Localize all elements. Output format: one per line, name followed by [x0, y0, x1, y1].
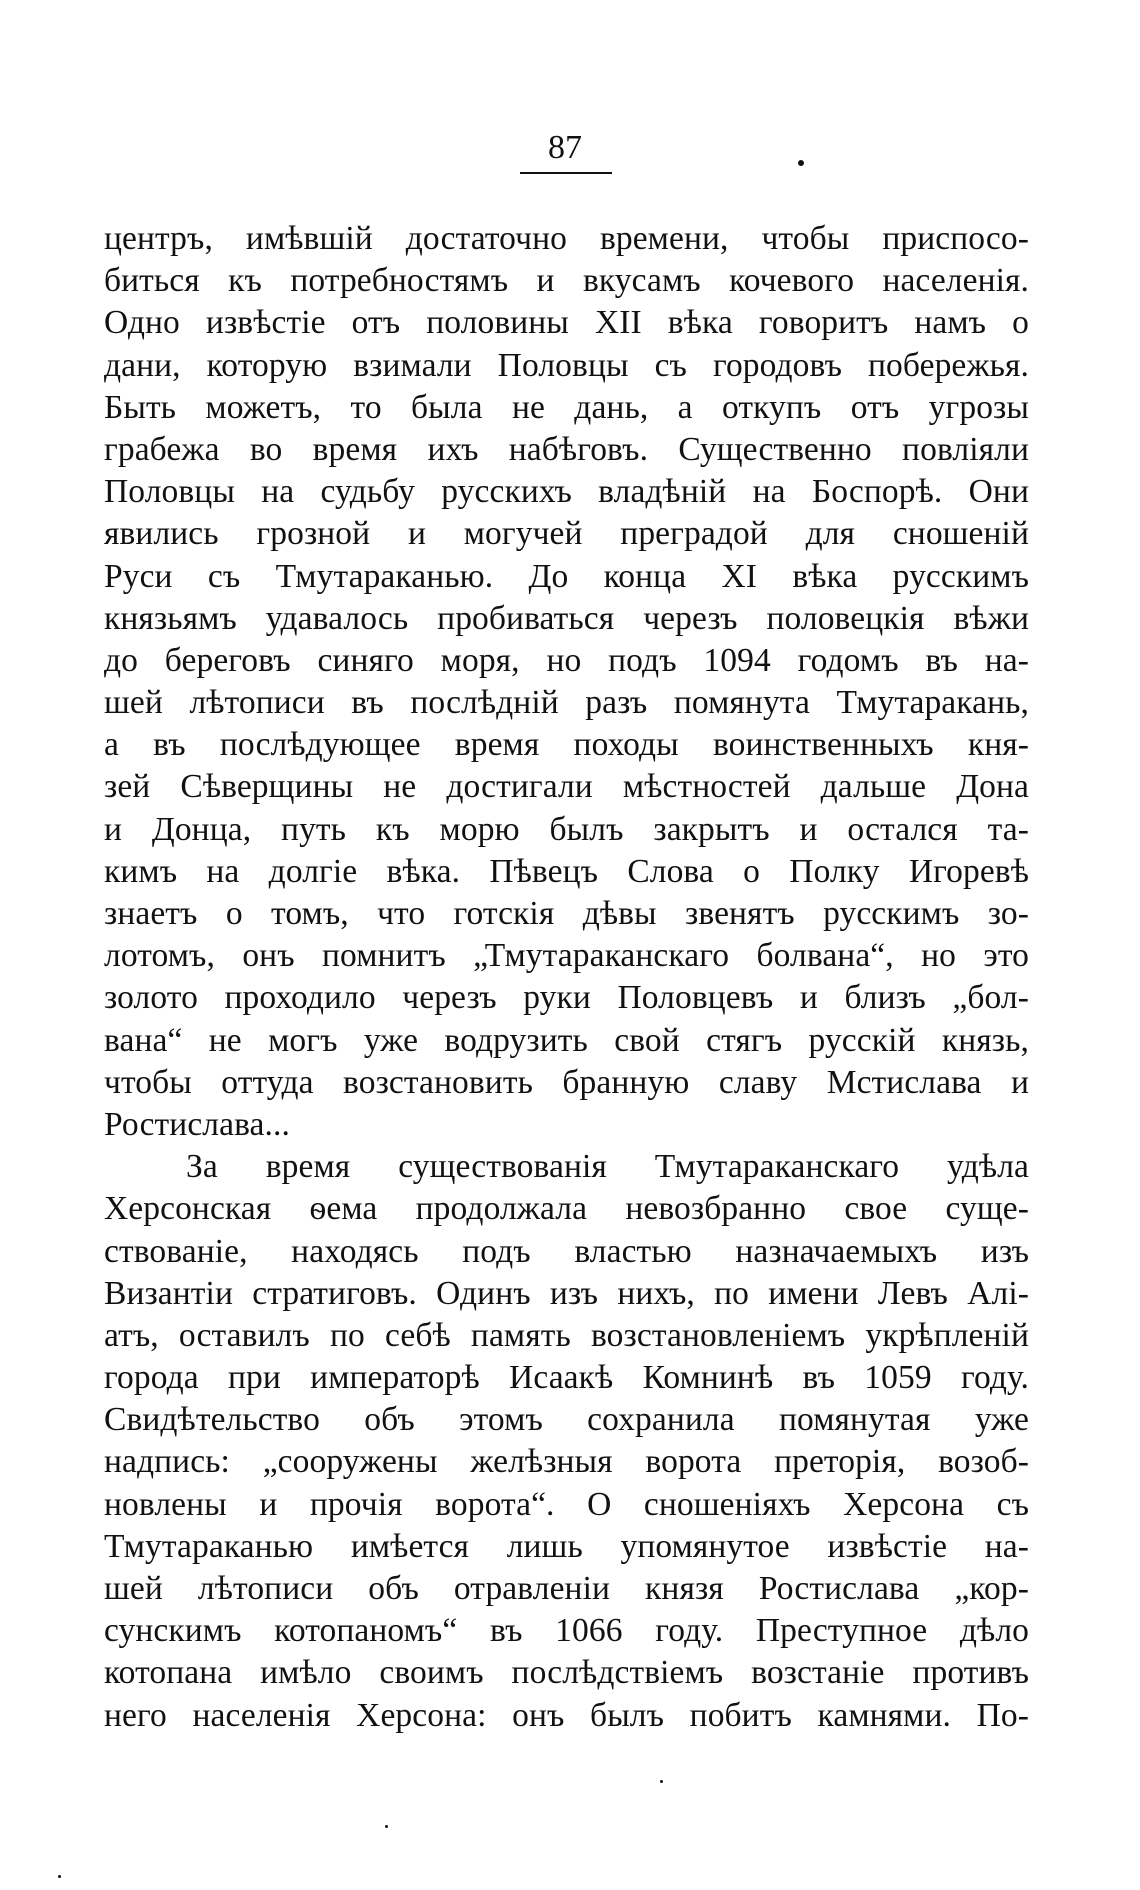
- text-line: грабежа во время ихъ набѣговъ. Существенно повліяли: [104, 430, 1029, 468]
- text-line: Тмутараканью имѣется лишь упомянутое извѣстіе на-: [104, 1527, 1029, 1565]
- scan-speck: [385, 1825, 388, 1828]
- text-line: шей лѣтописи въ послѣдній разъ помянута Тмутаракань,: [104, 684, 1029, 722]
- text-line: Херсонская ѳема продолжала невозбранно свое суще-: [104, 1190, 1029, 1228]
- text-line: лотомъ, онъ помнитъ „Тмутараканскаго болвана“, но это: [104, 937, 1029, 975]
- scan-speck: [58, 1875, 61, 1878]
- text-line: Быть можетъ, то была не дань, а откупъ отъ угрозы: [104, 388, 1029, 426]
- text-line: знаетъ о томъ, что готскія дѣвы звенятъ русскимъ зо-: [104, 895, 1029, 932]
- text-line: Византіи стратиговъ. Одинъ изъ нихъ, по имени Левъ Алі-: [104, 1274, 1029, 1312]
- paragraph-end-line: Ростислава...: [104, 1105, 290, 1143]
- text-line: зей Сѣверщины не достигали мѣстностей дальше Дона: [104, 768, 1029, 806]
- scan-speck: [660, 1780, 663, 1783]
- text-line: атъ, оставилъ по себѣ память возстановленіемъ укрѣпленій: [104, 1316, 1029, 1354]
- text-line: ствованіе, находясь подъ властью назначаемыхъ изъ: [104, 1232, 1029, 1270]
- text-line: биться къ потребностямъ и вкусамъ кочевого населенія.: [104, 262, 1029, 300]
- paragraph-start-line: За время существованія Тмутараканскаго удѣла: [186, 1148, 1029, 1186]
- text-line: кимъ на долгіе вѣка. Пѣвецъ Слова о Полку Игоревѣ: [104, 852, 1029, 890]
- text-line: дани, которую взимали Половцы съ городовъ побережья.: [104, 346, 1029, 384]
- text-line: надпись: „сооружены желѣзныя ворота преторія, возоб-: [104, 1443, 1029, 1481]
- text-line: князьямъ удавалось пробиваться черезъ половецкія вѣжи: [104, 599, 1029, 637]
- text-line: котопана имѣло своимъ послѣдствіемъ возстаніе противъ: [104, 1654, 1029, 1692]
- text-line: и Донца, путь къ морю былъ закрытъ и остался та-: [104, 810, 1029, 848]
- text-line: чтобы оттуда возстановить бранную славу Мстислава и: [104, 1063, 1029, 1101]
- text-line: Руси съ Тмутараканью. До конца XI вѣка русскимъ: [104, 557, 1029, 595]
- text-line: золото проходило черезъ руки Половцевъ и близъ „бол-: [104, 979, 1029, 1017]
- text-line: Половцы на судьбу русскихъ владѣній на Боспорѣ. Они: [104, 473, 1029, 511]
- text-line: него населенія Херсона: онъ былъ побитъ камнями. По-: [104, 1696, 1029, 1734]
- text-line: а въ послѣдующее время походы воинственныхъ кня-: [104, 726, 1029, 764]
- text-line: шей лѣтописи объ отравленіи князя Ростислава „кор-: [104, 1570, 1029, 1607]
- text-line: вана“ не могъ уже водрузить свой стягъ русскій князь,: [104, 1021, 1029, 1059]
- page-number: 87: [548, 129, 582, 166]
- text-line: города при императорѣ Исаакѣ Комнинѣ въ 1059 году.: [104, 1359, 1029, 1397]
- text-line: до береговъ синяго моря, но подъ 1094 годомъ въ на-: [104, 641, 1029, 679]
- text-line: явились грозной и могучей преградой для сношеній: [104, 515, 1029, 553]
- text-line: сунскимъ котопаномъ“ въ 1066 году. Преступное дѣло: [104, 1612, 1029, 1650]
- text-line: Одно извѣстіе отъ половины XII вѣка говоритъ намъ о: [104, 304, 1029, 342]
- text-line: Свидѣтельство объ этомъ сохранила помянутая уже: [104, 1401, 1029, 1439]
- text-line: центръ, имѣвшій достаточно времени, чтобы приспосо-: [104, 220, 1029, 257]
- page-number-rule: [520, 172, 612, 174]
- text-line: новлены и прочія ворота“. О сношеніяхъ Херсона съ: [104, 1485, 1029, 1523]
- body-text: [104, 218, 1029, 1737]
- scan-speck: [798, 160, 804, 166]
